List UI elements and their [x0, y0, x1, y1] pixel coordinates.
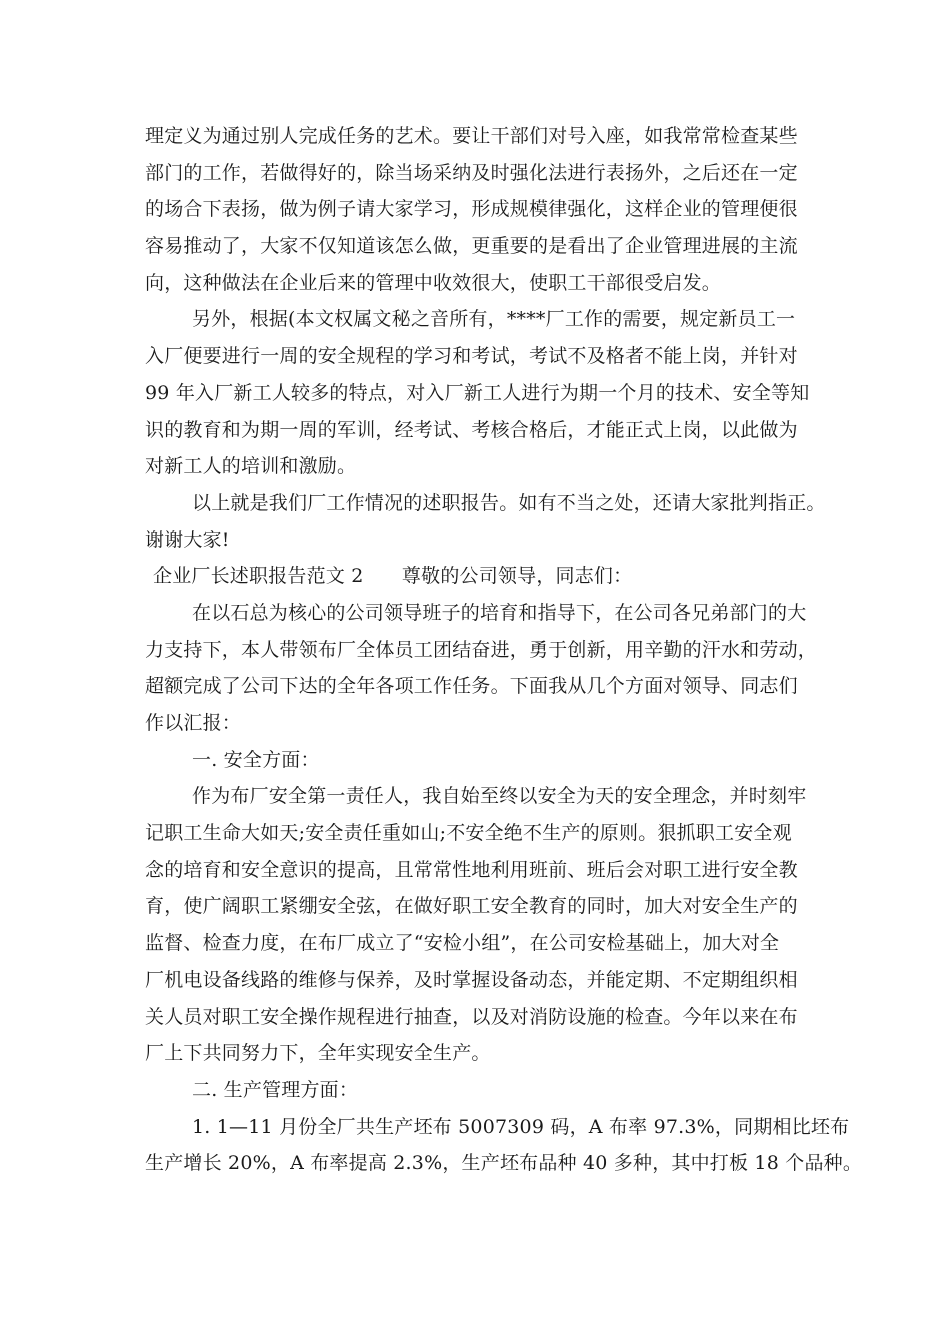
- subsection-heading: 二. 生产管理方面：: [192, 1078, 359, 1101]
- text-line: 作以汇报：: [145, 712, 242, 734]
- text-line: 部门的工作，若做得好的，除当场采纳及时强化法进行表扬外，之后还在一定: [145, 161, 798, 184]
- text-line: 厂上下共同努力下，全年实现安全生产。: [145, 1042, 491, 1065]
- text-line: 理定义为通过别人完成任务的艺术。要让干部们对号入座，如我常常检查某些: [145, 125, 798, 147]
- subsection-heading: 一. 安全方面：: [192, 748, 320, 771]
- text-line: 谢谢大家!: [145, 528, 230, 551]
- paragraph-first-line: 1. 1—11 月份全厂共生产坯布 5007309 码，A 布率 97.3%，同期相比坯布: [192, 1115, 850, 1138]
- text-line: 生产增长 20%，A 布率提高 2.3%，生产坯布品种 40 多种，其中打板 18 个品种。: [145, 1152, 863, 1175]
- text-line: 监督、检查力度，在布厂成立了“安检小组”，在公司安检基础上，加大对全: [145, 932, 780, 955]
- text-line: 记职工生命大如天;安全责任重如山;不安全绝不生产的原则。狠抓职工安全观: [145, 822, 792, 845]
- text-line: 入厂便要进行一周的安全规程的学习和考试，考试不及格者不能上岗，并针对: [145, 345, 798, 368]
- paragraph-first-line: 在以石总为核心的公司领导班子的培育和指导下，在公司各兄弟部门的大: [192, 601, 807, 624]
- text-line: 的场合下表扬，做为例子请大家学习，形成规模律强化，这样企业的管理便很: [145, 198, 798, 221]
- text-line: 念的培育和安全意识的提高，且常常性地利用班前、班后会对职工进行安全教: [145, 858, 798, 881]
- text-line: 超额完成了公司下达的全年各项工作任务。下面我从几个方面对领导、同志们: [145, 675, 798, 698]
- text-line: 容易推动了，大家不仅知道该怎么做，更重要的是看出了企业管理进展的主流: [145, 235, 798, 258]
- text-line: 识的教育和为期一周的军训，经考试、考核合格后，才能正式上岗，以此做为: [145, 418, 798, 441]
- paragraph-first-line: 以上就是我们厂工作情况的述职报告。如有不当之处，还请大家批判指正。: [192, 491, 826, 514]
- text-line: 力支持下，本人带领布厂全体员工团结奋进，勇于创新，用辛勤的汗水和劳动，: [145, 638, 818, 661]
- section-heading: 企业厂长述职报告范文 2 尊敬的公司领导，同志们：: [153, 565, 633, 588]
- paragraph-first-line: 作为布厂安全第一责任人，我自始至终以安全为天的安全理念，并时刻牢: [192, 785, 807, 808]
- text-line: 对新工人的培训和激励。: [145, 455, 357, 478]
- text-line: 育，使广阔职工紧绷安全弦，在做好职工安全教育的同时，加大对安全生产的: [145, 895, 798, 918]
- paragraph-first-line: 另外，根据(本文权属文秘之音所有，****厂工作的需要，规定新员工一: [192, 308, 796, 331]
- text-line: 关人员对职工安全操作规程进行抽查，以及对消防设施的检查。今年以来在布: [145, 1005, 798, 1028]
- text-line: 99 年入厂新工人较多的特点，对入厂新工人进行为期一个月的技术、安全等知: [145, 381, 810, 404]
- document-body: [145, 118, 863, 1182]
- text-line: 向，这种做法在企业后来的管理中收效很大，使职工干部很受启发。: [145, 271, 722, 294]
- text-line: 厂机电设备线路的维修与保养，及时掌握设备动态，并能定期、不定期组织相: [145, 968, 798, 991]
